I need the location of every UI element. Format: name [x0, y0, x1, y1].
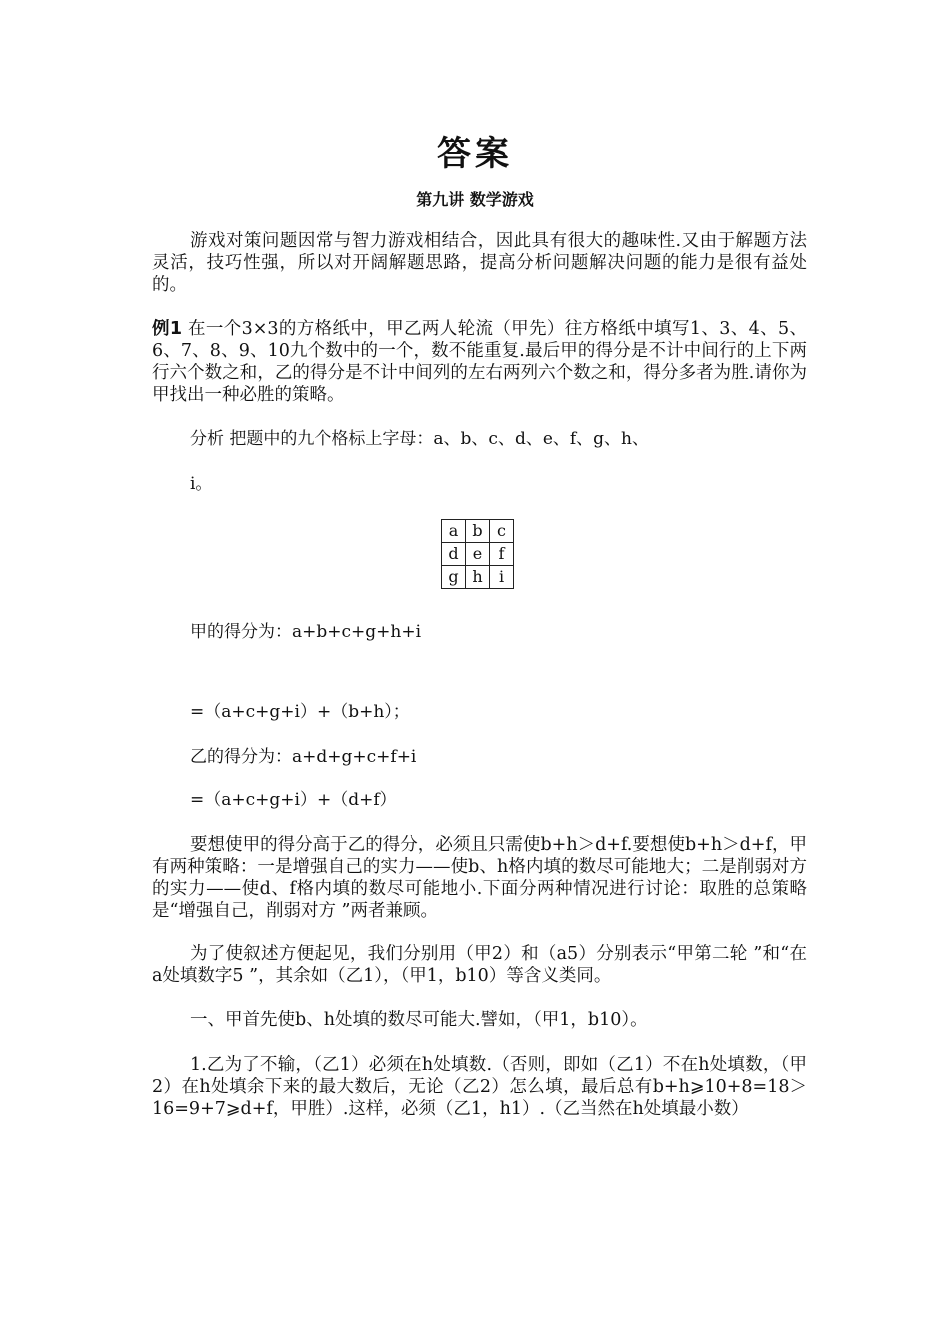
case-one-paragraph: 一、甲首先使b、h处填的数尽可能大.譬如，（甲1，b10）。	[190, 1010, 648, 1030]
grid-cell: e	[466, 543, 490, 566]
grid-cell: b	[466, 520, 490, 543]
lecture-subtitle: 第九讲 数学游戏	[416, 190, 534, 209]
example-paragraph	[152, 318, 807, 406]
yi-score-formula: 乙的得分为：a+d+g+c+f+i	[190, 747, 417, 767]
notation-paragraph: 为了使叙述方便起见，我们分别用（甲2）和（a5）分别表示“甲第二轮 ”和“在a处填数字5 ”，其余如（乙1），（甲1，b10）等含义类同。	[152, 944, 807, 986]
jia-score-equation: =（a+c+g+i）+（b+h）；	[190, 702, 410, 722]
grid-cell: f	[490, 543, 514, 566]
grid-cell: g	[442, 566, 466, 589]
letter-grid	[441, 519, 514, 589]
example-label: 例1	[152, 319, 183, 339]
strategy-paragraph: 要想使甲的得分高于乙的得分，必须且只需使b+h＞d+f.要想使b+h＞d+f，甲有两种策略：一是增强自己的实力——使b、h格内填的数尽可能地大；二是削弱对方的实力——使d、f格内填的数尽可能地小.下面分两种情况进行讨论：取胜的总策略是“增强自己，削弱对方 ”两者兼顾。	[152, 835, 807, 921]
jia-score-formula: 甲的得分为：a+b+c+g+h+i	[190, 622, 422, 642]
grid-cell: a	[442, 520, 466, 543]
yi-score-equation: =（a+c+g+i）+（d+f）	[190, 790, 397, 810]
analysis-line: 分析 把题中的九个格标上字母：a、b、c、d、e、f、g、h、	[190, 429, 650, 449]
grid-cell: i	[490, 566, 514, 589]
grid-cell: h	[466, 566, 490, 589]
example-text: 在一个3×3的方格纸中，甲乙两人轮流（甲先）往方格纸中填写1、3、4、5、6、7、8、9、10九个数中的一个，数不能重复.最后甲的得分是不计中间行的上下两行六个数之和，乙的得分是不计中间列的左右两列六个数之和，得分多者为胜.请你为甲找出一种必胜的策略。	[152, 319, 807, 405]
point-one-paragraph: 1.乙为了不输，（乙1）必须在h处填数.（否则，即如（乙1）不在h处填数，（甲2）在h处填余下来的最大数后，无论（乙2）怎么填，最后总有b+h⩾10+8=18＞16=9+7⩾d+f，甲胜）.这样，必须（乙1，h1）.（乙当然在h处填最小数）	[152, 1055, 807, 1119]
grid-cell: c	[490, 520, 514, 543]
grid-cell: d	[442, 543, 466, 566]
page-title: 答案	[437, 134, 513, 174]
analysis-end: i。	[190, 474, 213, 494]
intro-paragraph: 游戏对策问题因常与智力游戏相结合，因此具有很大的趣味性.又由于解题方法灵活，技巧性强，所以对开阔解题思路，提高分析问题解决问题的能力是很有益处的。	[152, 231, 807, 295]
